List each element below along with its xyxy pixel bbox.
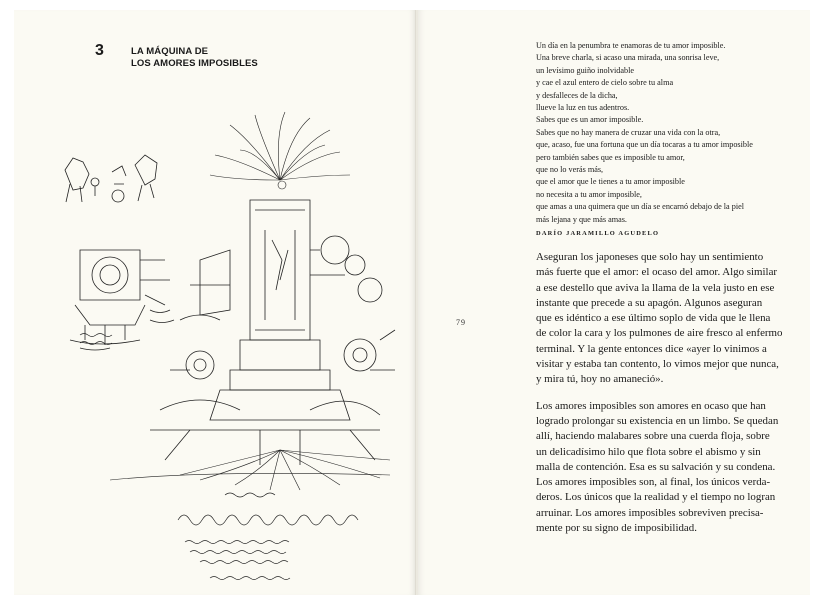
poem-line: Sabes que es un amor imposible. <box>536 115 644 125</box>
gears-pipes-sketch <box>150 330 395 465</box>
text-line: y mira tú, hoy no amaneció». <box>536 373 664 386</box>
poem-line: y desfalleces de la dicha, <box>536 90 618 100</box>
text-line: Los amores imposibles son, al final, los únicos verda- <box>536 476 771 489</box>
chapter-title-line: LOS AMORES IMPOSIBLES <box>131 58 258 69</box>
dendrite-crown-sketch <box>210 112 350 189</box>
central-tower-sketch <box>180 200 382 420</box>
paragraph <box>536 250 806 388</box>
chapter-title <box>131 46 258 70</box>
poem-line: Un día en la penumbra te enamoras de tu amor imposible. <box>536 41 726 50</box>
poem-author: DARÍO JARAMILLO AGUDELO <box>536 230 660 237</box>
text-line: de color la cara y los pulmones de aire fresco al enfermo <box>536 327 783 340</box>
poem-line: que no lo verás más, <box>536 165 604 175</box>
text-line: a ese destello que aviva la llama de la vela justo en ese <box>536 281 775 294</box>
poem-line: llueve la luz en tus adentros. <box>536 103 630 113</box>
text-line: Los amores imposibles son amores en ocaso que han <box>536 399 766 412</box>
text-line: Aseguran los japoneses que solo hay un sentimiento <box>536 251 764 263</box>
poem-line: un levísimo guiño inolvidable <box>536 65 635 75</box>
poem-epigraph <box>536 40 806 226</box>
text-line: malla de contención. Esa es su salvación y su condena. <box>536 460 776 473</box>
paragraph <box>536 399 806 537</box>
poem-line: que amas a una quimera que un día se encarnó debajo de la piel <box>536 202 745 212</box>
machine-illustration <box>50 110 400 590</box>
poem-line: que, acaso, fue una fortuna que un día tocaras a tu amor imposible <box>536 140 753 150</box>
poem-line: Una breve charla, si acaso una mirada, una sonrisa leve, <box>536 53 720 63</box>
small-figures-sketch <box>65 155 157 202</box>
text-line: instante que precede a su apagón. Algunos aseguran <box>536 296 763 309</box>
poem-line: más lejana y que más amas. <box>536 214 627 224</box>
poem-line: que el amor que le tienes a tu amor imposible <box>536 177 685 187</box>
poem-line: y cae el azul entero de cielo sobre tu alma <box>536 78 674 88</box>
chapter-title-line: LA MÁQUINA DE <box>131 46 209 57</box>
text-line: logrado prolongar su existencia en un limbo. Se quedan <box>536 414 779 427</box>
poem-line: no necesita a tu amor imposible, <box>536 189 642 199</box>
text-line: mente por su signo de imposibilidad. <box>536 522 697 535</box>
left-machine-sketch <box>70 250 174 350</box>
text-line: terminal. Y la gente entonces dice «ayer lo vinimos a <box>536 342 767 355</box>
text-line: deros. Los únicos que la realidad y el tiempo no logran <box>536 491 776 504</box>
body-text <box>536 250 806 547</box>
chapter-number: 3 <box>95 42 104 59</box>
poem-line: Sabes que no hay manera de cruzar una vida con la otra, <box>536 127 721 137</box>
text-line: visitar y estaba tan contento, lo vimos mejor que nunca, <box>536 358 779 371</box>
text-line: arruinar. Los amores imposibles sobreviven precisa- <box>536 506 764 519</box>
text-line: más fuerte que el amor: el ocaso del amor. Algo similar <box>536 266 778 279</box>
base-roots-sketch <box>110 450 390 490</box>
text-line: que es idéntico a ese último soplo de vida que le llena <box>536 312 771 325</box>
text-line: allí, haciendo malabares sobre una cuerda floja, sobre <box>536 430 770 443</box>
poem-line: pero también sabes que es imposible tu amor, <box>536 152 685 162</box>
page-number: 79 <box>456 318 466 327</box>
text-line: un delicadísimo hilo que flota sobre el abismo y sin <box>536 445 761 458</box>
